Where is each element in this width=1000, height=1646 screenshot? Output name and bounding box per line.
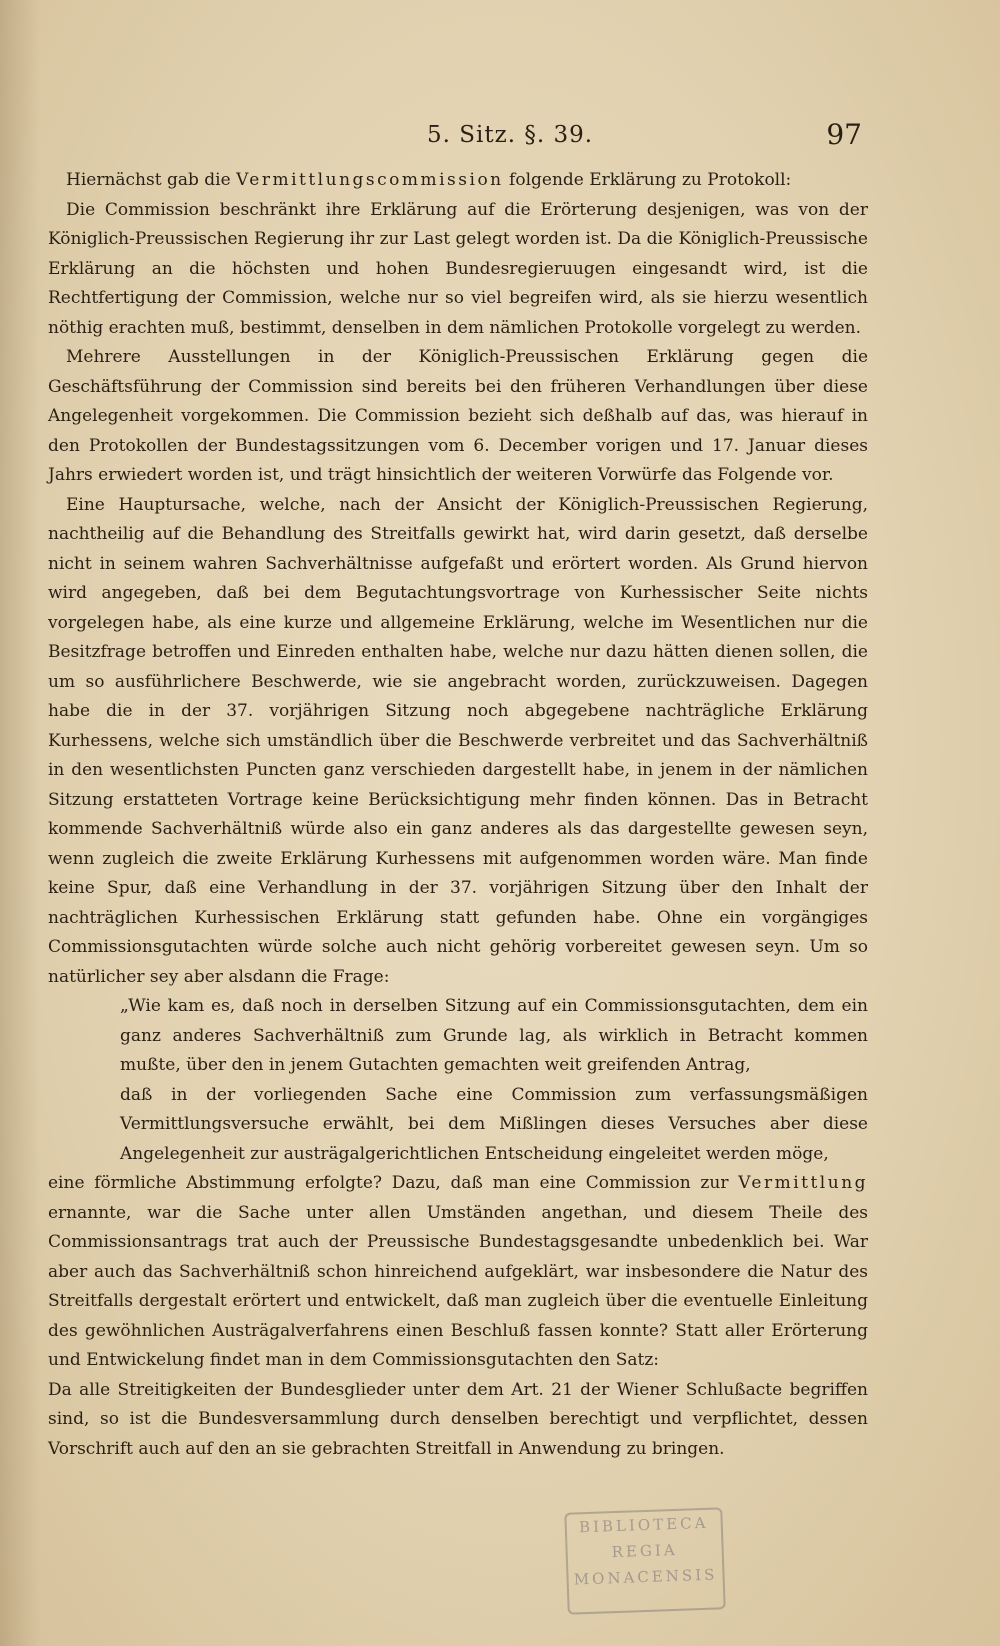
continuation-part2: ernannte, war die Sache unter allen Umständen angethan, und diesem Theile des Commissionsantrags trat auch der Preussische Bundestagsgesandte unbedenklich bei. War aber auch das Sachverhältniß schon hinreichend aufgeklärt, war insbesondere die Natur des Streitfalls dergestalt erörtert und entwickelt, daß man zugleich über die eventuelle Einleitung des gewöhnlichen Austrägalverfahrens einen Beschluß fassen konnte? Statt aller Erörterung und Entwickelung findet man in dem Commissionsgutachten den Satz: <box>48 1202 868 1370</box>
paragraph-intro <box>48 166 868 196</box>
paragraph: Eine Hauptursache, welche, nach der Ansicht der Königlich-Preussischen Regierung, nachtheilig auf die Behandlung des Streitfalls gewirkt hat, wird darin gesetzt, daß derselbe nicht in seinem wahren Sachverhältnisse aufgefaßt und erörtert worden. Als Grund hiervon wird angegeben, daß bei dem Begutachtungsvortrage von Kurhessischer Seite nichts vorgelegen habe, als eine kurze und allgemeine Erklärung, welche im Wesentlichen nur die Besitzfrage betroffen und Einreden enthalten habe, welche nur dazu hätten dienen sollen, die um so ausführlichere Beschwerde, wie sie angebracht worden, zurückzuweisen. Dagegen habe die in der 37. vorjährigen Sitzung noch abgegebene nachträgliche Erklärung Kurhessens, welche sich umständlich über die Beschwerde verbreitet und das Sachverhältniß in den wesentlichsten Puncten ganz verschieden dargestellt habe, in jenem in der nämlichen Sitzung erstatteten Vortrage keine Berücksichtigung mehr finden können. Das in Betracht kommende Sachverhältniß würde also ein ganz anderes als das dargestellte gewesen seyn, wenn zugleich die zweite Erklärung Kurhessens mit aufgenommen worden wäre. Man finde keine Spur, daß eine Verhandlung in der 37. vorjährigen Sitzung über den Inhalt der nachträglichen Kurhessischen Erklärung statt gefunden habe. Ohne ein vorgängiges Commissionsgutachten würde solche auch nicht gehörig vorbereitet gewesen seyn. Um so natürlicher sey aber alsdann die Frage: <box>48 494 868 987</box>
continuation-emphasis: Vermittlung <box>738 1173 869 1193</box>
page-edge-shadow <box>0 0 40 1646</box>
stamp-line: BIBLIOTECA <box>578 1513 709 1537</box>
paragraph: Mehrere Ausstellungen in der Königlich-Preussischen Erklärung gegen die Geschäftsführung der Commission sind bereits bei den früheren Verhandlungen über diese Angelegenheit vorgekommen. Die Commission bezieht sich deßhalb auf das, was hierauf in den Protokollen der Bundestagssitzungen vom 6. December vorigen und 17. Januar dieses Jahrs erwiedert worden ist, und trägt hinsichtlich der weiteren Vorwürfe das Folgende vor. <box>48 347 868 485</box>
stamp-line: MONACENSIS <box>573 1565 718 1589</box>
quote-block <box>120 992 868 1169</box>
stamp-line: REGIA <box>611 1540 678 1562</box>
intro-emphasis: Vermittlungscommission <box>236 170 504 190</box>
quote-closing: eine förmliche Abstimmung erfolgte? <box>48 1173 383 1193</box>
intro-lead: Hiernächst gab die <box>66 170 231 190</box>
intro-rest: folgende Erklärung zu Protokoll: <box>509 170 792 190</box>
body-text <box>48 166 868 1464</box>
running-head: 5. Sitz. §. 39. <box>426 122 594 148</box>
page-header <box>0 118 1000 158</box>
library-stamp <box>564 1507 725 1614</box>
page-number: 97 <box>826 118 862 151</box>
continuation-paragraph <box>48 1169 868 1376</box>
quote-inner: daß in der vorliegenden Sache eine Commission zum verfassungsmäßigen Vermittlungsversuche erwählt, bei dem Mißlingen dieses Versuches aber diese Angelegenheit zur austrägalgerichtlichen Entscheidung eingeleitet werden möge, <box>120 1084 868 1164</box>
final-quote: Da alle Streitigkeiten der Bundesglieder unter dem Art. 21 der Wiener Schlußacte begriffen sind, so ist die Bundesversammlung durch denselben berechtigt und verpflichtet, dessen Vorschrift auch auf den an sie gebrachten Streitfall in Anwendung zu bringen. <box>48 1379 868 1459</box>
continuation-part1: Dazu, daß man eine Commission zur <box>391 1173 729 1193</box>
quote-line: „Wie kam es, daß noch in derselben Sitzung auf ein Commissionsgutachten, dem ein ganz anderes Sachverhältniß zum Grunde lag, als wirklich in Betracht kommen mußte, über den in jenem Gutachten gemachten weit greifenden Antrag, <box>120 996 868 1075</box>
paragraph: Die Commission beschränkt ihre Erklärung auf die Erörterung desjenigen, was von der Königlich-Preussischen Regierung ihr zur Last gelegt worden ist. Da die Königlich-Preussische Erklärung an die höchsten und hohen Bundesregieruugen eingesandt wird, ist die Rechtfertigung der Commission, welche nur so viel begreifen wird, als sie hierzu wesentlich nöthig erachten muß, bestimmt, denselben in dem nämlichen Protokolle vorgelegt zu werden. <box>48 199 868 338</box>
